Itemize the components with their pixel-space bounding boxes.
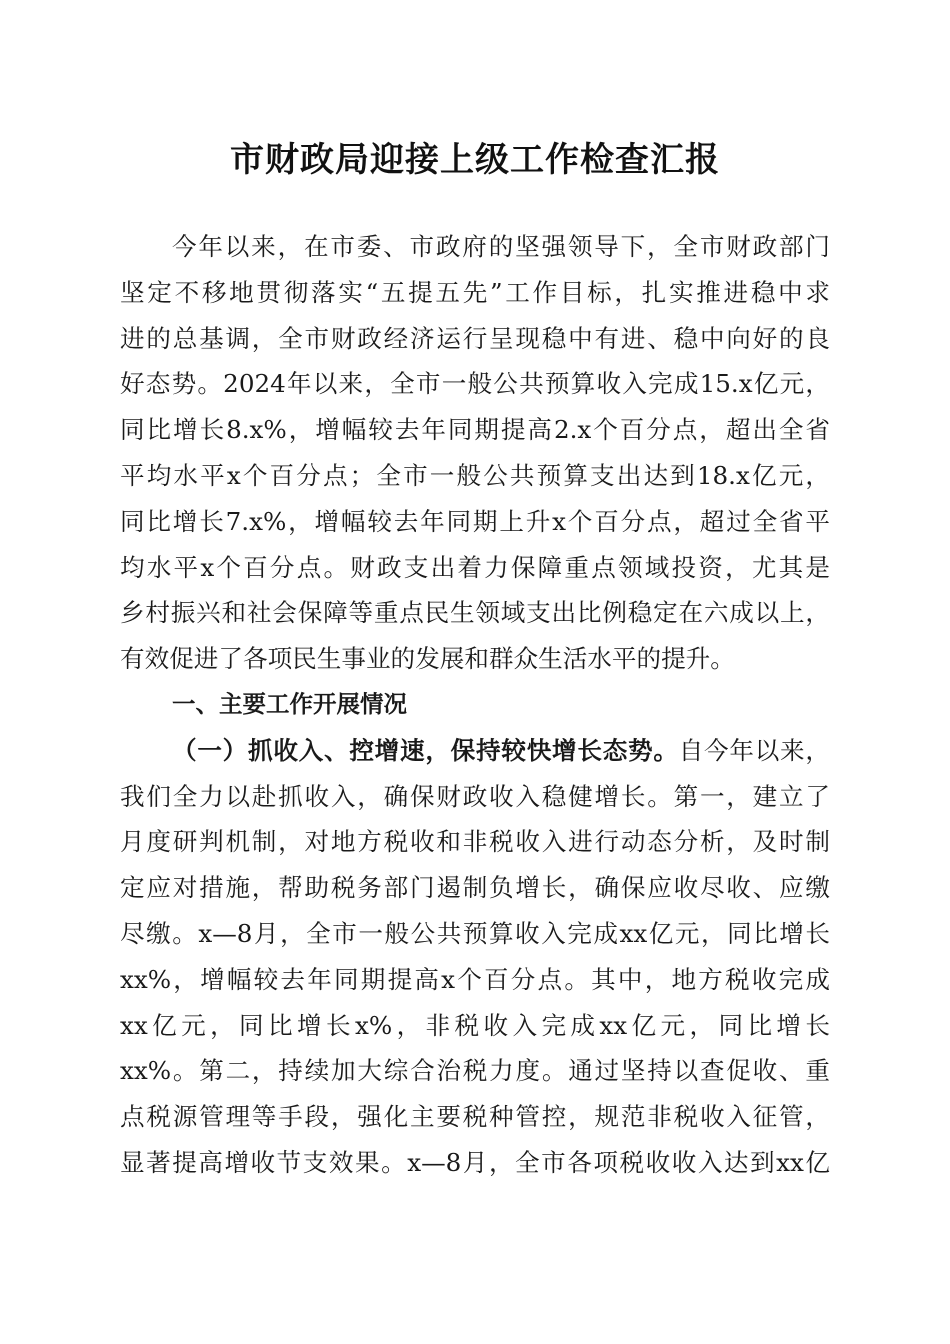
paragraph-line: 好态势。2024年以来，全市一般公共预算收入完成15.x亿元， [120,369,830,399]
section-heading: 一、主要工作开展情况 [172,689,407,718]
paragraph-line: 同比增长8.x%，增幅较去年同期提高2.x个百分点，超出全省 [120,415,830,445]
document-body [120,224,830,1186]
paragraph-line: 乡村振兴和社会保障等重点民生领域支出比例稳定在六成以上， [120,598,830,628]
paragraph-line: 均水平x个百分点。财政支出着力保障重点领域投资，尤其是 [120,552,830,582]
paragraph-line-with-subheading [120,728,830,774]
paragraph-line: 进的总基调，全市财政经济运行呈现稳中有进、稳中向好的良 [120,323,830,353]
paragraph-text: 自今年以来， [678,735,830,765]
paragraph-line: 定应对措施，帮助税务部门遏制负增长，确保应收尽收、应缴 [120,873,830,903]
paragraph-line: 显著提高增收节支效果。x—8月，全市各项税收收入达到xx亿 [120,1147,830,1177]
paragraph-line: 月度研判机制，对地方税收和非税收入进行动态分析，及时制 [120,827,830,857]
paragraph-line: 坚定不移地贯彻落实“五提五先”工作目标，扎实推进稳中求 [120,277,830,307]
paragraph-line: xx亿元，同比增长x%，非税收入完成xx亿元，同比增长 [120,1010,830,1040]
paragraph-line: xx%。第二，持续加大综合治税力度。通过坚持以查促收、重 [120,1056,830,1086]
document-title: 市财政局迎接上级工作检查汇报 [230,140,720,180]
paragraph-line: 点税源管理等手段，强化主要税种管控，规范非税收入征管， [120,1102,830,1132]
paragraph-line: 同比增长7.x%，增幅较去年同期上升x个百分点，超过全省平 [120,506,830,536]
paragraph-line: 平均水平x个百分点；全市一般公共预算支出达到18.x亿元， [120,460,830,490]
subsection-heading: （一）抓收入、控增速，保持较快增长态势。 [172,735,679,765]
paragraph-line: 有效促进了各项民生事业的发展和群众生活水平的提升。 [120,644,735,674]
paragraph-line: 我们全力以赴抓收入，确保财政收入稳健增长。第一，建立了 [120,781,830,811]
paragraph-line: 尽缴。x—8月，全市一般公共预算收入完成xx亿元，同比增长 [120,918,830,948]
paragraph-line: 今年以来，在市委、市政府的坚强领导下，全市财政部门 [172,232,830,261]
paragraph-line: xx%，增幅较去年同期提高x个百分点。其中，地方税收完成 [120,964,830,994]
